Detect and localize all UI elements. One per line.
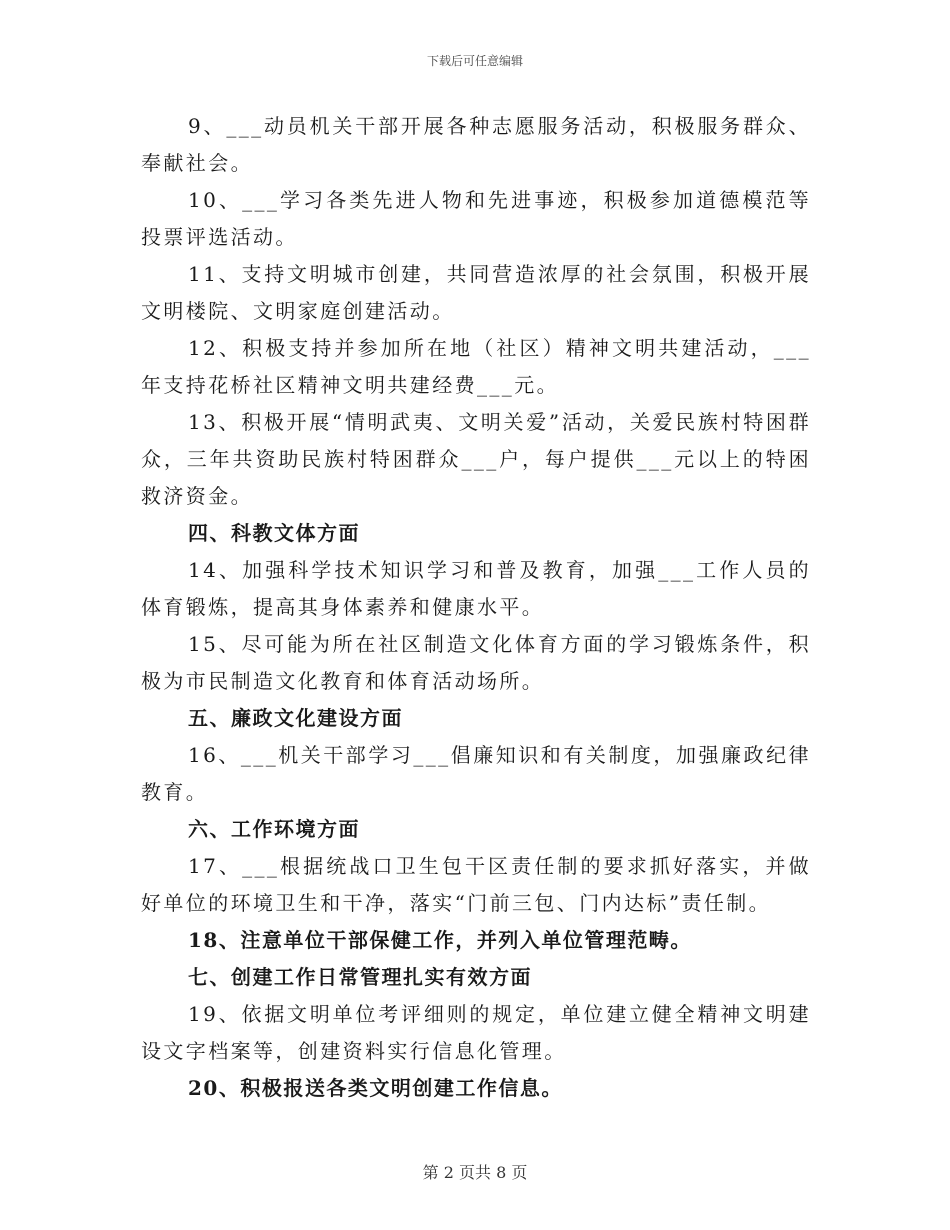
paragraph-19: 19、依据文明单位考评细则的规定，单位建立健全精神文明建设文字档案等，创建资料实行信息化管理。 <box>141 1002 811 1063</box>
paragraph-17: 17、___根据统战口卫生包干区责任制的要求抓好落实，并做好单位的环境卫生和干净，落实“门前三包、门内达标”责任制。 <box>141 854 811 915</box>
paragraph-14: 14、加强科学技术知识学习和普及教育，加强___工作人员的体育锻炼，提高其身体素养和健康水平。 <box>141 558 811 619</box>
section-heading-work-environment: 六、工作环境方面 <box>188 817 360 841</box>
paragraph-10: 10、___学习各类先进人物和先进事迹，积极参加道德模范等投票评选活动。 <box>141 188 811 249</box>
paragraph-15: 15、尽可能为所在社区制造文化体育方面的学习锻炼条件，积极为市民制造文化教育和体育活动场所。 <box>141 632 811 693</box>
paragraph-11: 11、支持文明城市创建，共同营造浓厚的社会氛围，积极开展文明楼院、文明家庭创建活动。 <box>141 262 811 323</box>
section-heading-daily-management: 七、创建工作日常管理扎实有效方面 <box>188 965 532 989</box>
paragraph-18: 18、注意单位干部保健工作，并列入单位管理范畴。 <box>188 928 692 952</box>
paragraph-16: 16、___机关干部学习___倡廉知识和有关制度，加强廉政纪律教育。 <box>141 743 811 804</box>
page-header: 下载后可任意编辑 <box>426 54 523 68</box>
document-body <box>141 108 811 1107</box>
paragraph-12: 12、积极支持并参加所在地（社区）精神文明共建活动，___年支持花桥社区精神文明共建经费___元。 <box>141 336 811 397</box>
section-heading-integrity-culture: 五、廉政文化建设方面 <box>188 706 403 730</box>
paragraph-9: 9、___动员机关干部开展各种志愿服务活动，积极服务群众、奉献社会。 <box>141 114 811 175</box>
section-heading-science-culture: 四、科教文体方面 <box>188 521 360 545</box>
paragraph-13: 13、积极开展“情明武夷、文明关爱”活动，关爱民族村特困群众，三年共资助民族村特困群众___户，每户提供___元以上的特困救济资金。 <box>141 410 811 508</box>
page-footer: 第 2 页共 8 页 <box>422 1163 528 1182</box>
paragraph-20: 20、积极报送各类文明创建工作信息。 <box>188 1076 563 1100</box>
